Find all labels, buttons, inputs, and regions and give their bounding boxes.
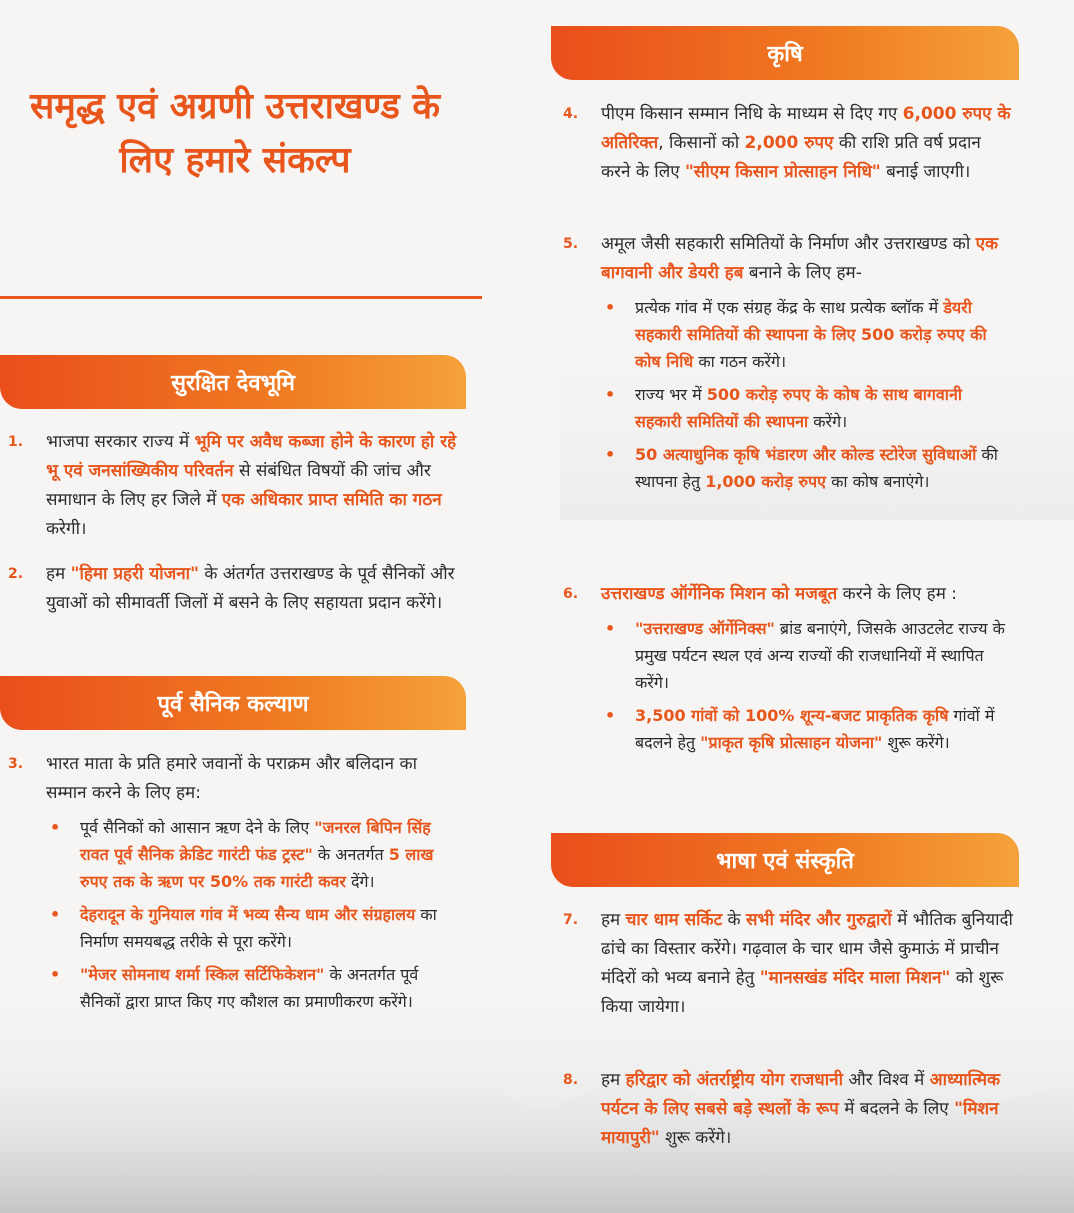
highlight-text: "हिमा प्रहरी योजना" xyxy=(70,564,199,584)
item-body: हम हरिद्वार को अंतर्राष्ट्रीय योग राजधानी और विश्व में आध्यात्मिक पर्यटन के लिए सबसे बड़े स्थलों के रूप में बदलने के लिए "मिशन मायापुरी" शुरू करेंगे। xyxy=(601,1070,1001,1148)
item-number: 4. xyxy=(563,106,579,122)
list-item-3 xyxy=(8,750,460,1015)
page-title: समृद्ध एवं अग्रणी उत्तराखण्ड के लिए हमारे संकल्प xyxy=(30,86,440,181)
section-banner-language-culture: भाषा एवं संस्कृति xyxy=(551,833,1019,887)
list-item-5 xyxy=(563,230,1013,495)
list-item-2 xyxy=(8,560,460,618)
item-number: 8. xyxy=(563,1072,579,1088)
bullet-item: • पूर्व सैनिकों को आसान ऋण देने के लिए "जनरल बिपिन सिंह रावत पूर्व सैनिक क्रेडिट गारंटी फंड ट्रस्ट" के अनतर्गत 5 लाख रुपए तक के ऋण पर 50% तक गारंटी कवर देंगे। xyxy=(46,814,460,895)
bullet-item: • "मेजर सोमनाथ शर्मा स्किल सर्टिफिकेशन" के अनतर्गत पूर्व सैनिकों द्वारा प्राप्त किए गए कौशल का प्रमाणीकरण करेंगे। xyxy=(46,961,460,1015)
highlight-text: एक अधिकार प्राप्त समिति का गठन xyxy=(221,490,442,510)
list-item-7 xyxy=(563,906,1013,1022)
section-banner-security: सुरक्षित देवभूमि xyxy=(0,355,466,409)
item-body: हम "हिमा प्रहरी योजना" के अंतर्गत उत्तराखण्ड के पूर्व सैनिकों और युवाओं को सीमावर्ती जिलों में बसने के लिए सहायता प्रदान करेंगे। xyxy=(46,564,455,613)
highlight-text: भूमि पर अवैध कब्जा होने के कारण हो रहे भू एवं जनसांख्यिकीय परिवर्तन xyxy=(46,432,457,481)
item-number: 5. xyxy=(563,236,579,252)
section-banner-veteran: पूर्व सैनिक कल्याण xyxy=(0,676,466,730)
item-body: उत्तराखण्ड ऑर्गेनिक मिशन को मजबूत करने के लिए हम : • "उत्तराखण्ड ऑर्गेनिक्स" ब्रांड बनाएंगे, जिसके आउटलेट राज्य के प्रमुख पर्यटन स्थल एवं अन्य राज्यों की राजधानियों में स्थापित करेंगे। • 3,500 गांवों को 100% शून्य-बजट प्राकृतिक कृषि गांवों में बदलने हेतु "प्राकृत कृषि प्रोत्साहन योजना" शुरू करेंगे। xyxy=(601,580,1013,756)
section-banner-agriculture: कृषि xyxy=(551,26,1019,80)
item-body: भारत माता के प्रति हमारे जवानों के पराक्रम और बलिदान का सम्मान करने के लिए हम: • पूर्व सैनिकों को आसान ऋण देने के लिए "जनरल बिपिन सिंह रावत पूर्व सैनिक क्रेडिट गारंटी फंड ट्रस्ट" के अनतर्गत 5 लाख रुपए तक के ऋण पर 50% तक गारंटी कवर देंगे। • देहरादून के गुनियाल गांव में भव्य सैन्य धाम और संग्रहालय का निर्माण समयबद्ध तरीके से पूरा करेंगे। • "मेजर सोमनाथ शर्मा स्किल सर्टिफिकेशन" के अनतर्गत पूर्व सैनिकों द्वारा प्राप्त किए गए कौशल का प्रमाणीकरण करेंगे। xyxy=(46,750,460,1015)
item-body: पीएम किसान सम्मान निधि के माध्यम से दिए गए 6,000 रुपए के अतिरिक्त, किसानों को 2,000 रुपए की राशि प्रति वर्ष प्रदान करने के लिए "सीएम किसान प्रोत्साहन निधि" बनाई जाएगी। xyxy=(601,104,1011,182)
bullet-item: • प्रत्येक गांव में एक संग्रह केंद्र के साथ प्रत्येक ब्लॉक में डेयरी सहकारी समितियों की स्थापना के लिए 500 करोड़ रुपए की कोष निधि का गठन करेंगे। xyxy=(601,294,1013,375)
bullet-item: • 3,500 गांवों को 100% शून्य-बजट प्राकृतिक कृषि गांवों में बदलने हेतु "प्राकृत कृषि प्रोत्साहन योजना" शुरू करेंगे। xyxy=(601,702,1013,756)
bullet-item: • देहरादून के गुनियाल गांव में भव्य सैन्य धाम और संग्रहालय का निर्माण समयबद्ध तरीके से पूरा करेंगे। xyxy=(46,901,460,955)
item-body: भाजपा सरकार राज्य में भूमि पर अवैध कब्जा होने के कारण हो रहे भू एवं जनसांख्यिकीय परिवर्तन से संबंधित विषयों की जांच और समाधान के लिए हर जिले में एक अधिकार प्राप्त समिति का गठन करेगी। xyxy=(46,432,457,539)
item-body: अमूल जैसी सहकारी समितियों के निर्माण और उत्तराखण्ड को एक बागवानी और डेयरी हब बनाने के लिए हम- • प्रत्येक गांव में एक संग्रह केंद्र के साथ प्रत्येक ब्लॉक में डेयरी सहकारी समितियों की स्थापना के लिए 500 करोड़ रुपए की कोष निधि का गठन करेंगे। • राज्य भर में 500 करोड़ रुपए के कोष के साथ बागवानी सहकारी समितियों की स्थापना करेंगे। • 50 अत्याधुनिक कृषि भंडारण और कोल्ड स्टोरेज सुविधाओं की स्थापना हेतु 1,000 करोड़ रुपए का कोष बनाएंगे। xyxy=(601,230,1013,495)
item-number: 6. xyxy=(563,586,579,602)
item-body: हम चार धाम सर्किट के सभी मंदिर और गुरुद्वारों में भौतिक बुनियादी ढांचे का विस्तार करेंगे। गढ़वाल के चार धाम जैसे कुमाऊं में प्राचीन मंदिरों को भव्य बनाने हेतु "मानसखंड मंदिर माला मिशन" को शुरू किया जायेगा। xyxy=(601,910,1013,1017)
list-item-1 xyxy=(8,428,460,544)
bullet-item: • 50 अत्याधुनिक कृषि भंडारण और कोल्ड स्टोरेज सुविधाओं की स्थापना हेतु 1,000 करोड़ रुपए का कोष बनाएंगे। xyxy=(601,441,1013,495)
list-item-4 xyxy=(563,100,1013,187)
bullet-item: • राज्य भर में 500 करोड़ रुपए के कोष के साथ बागवानी सहकारी समितियों की स्थापना करेंगे। xyxy=(601,381,1013,435)
item-number: 7. xyxy=(563,912,579,928)
item-number: 1. xyxy=(8,434,24,450)
list-item-8 xyxy=(563,1066,1013,1153)
bullet-item: • "उत्तराखण्ड ऑर्गेनिक्स" ब्रांड बनाएंगे, जिसके आउटलेट राज्य के प्रमुख पर्यटन स्थल एवं अन्य राज्यों की राजधानियों में स्थापित करेंगे। xyxy=(601,615,1013,696)
item-number: 3. xyxy=(8,756,24,772)
title-divider xyxy=(0,296,482,299)
list-item-6 xyxy=(563,580,1013,756)
item-number: 2. xyxy=(8,566,24,582)
